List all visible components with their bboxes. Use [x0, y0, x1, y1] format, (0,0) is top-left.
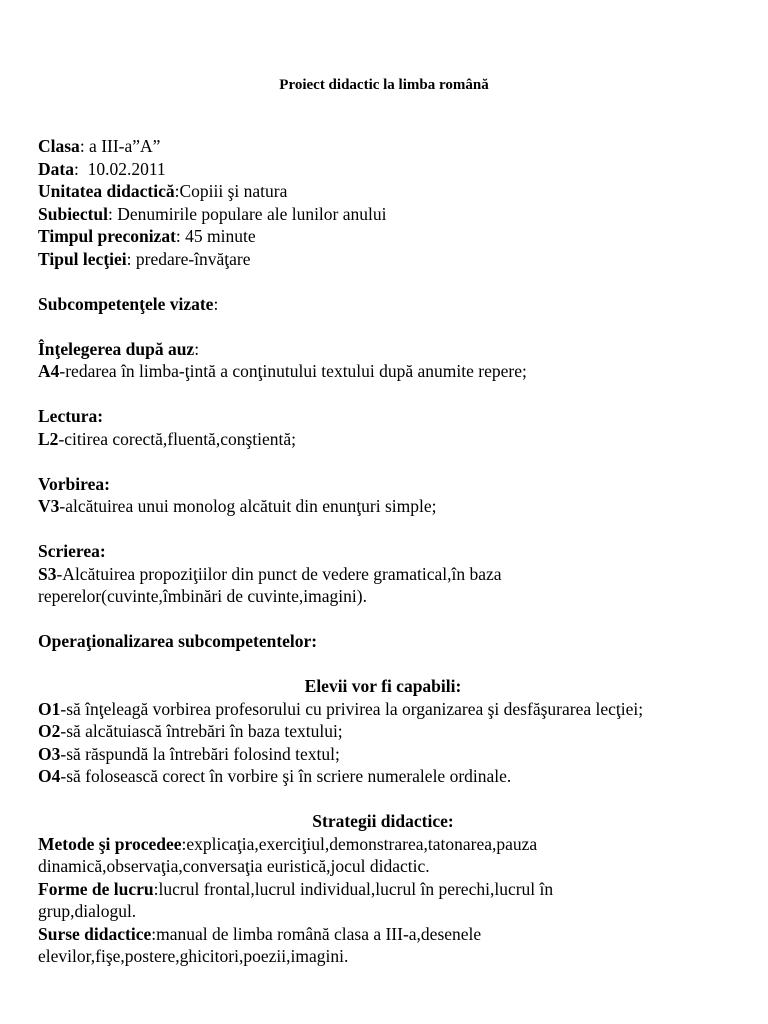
document-title: Proiect didactic la limba română — [279, 77, 489, 93]
operationalizare-subheading: Elevii vor fi capabili: — [304, 676, 462, 696]
info-label: Unitatea didactică — [38, 181, 175, 201]
section-item: V3-alcătuirea unui monolog alcătuit din enunţuri simple; — [38, 496, 437, 516]
operationalizare-heading: Operaţionalizarea subcompetentelor: — [38, 631, 318, 651]
info-label: Data — [38, 158, 74, 179]
info-unit — [38, 180, 728, 203]
document-body — [38, 135, 728, 968]
info-value: :Copiii şi natura — [174, 181, 288, 201]
info-label: Clasa — [38, 136, 80, 156]
subcompetente-heading: Subcompetenţele vizate: — [38, 293, 219, 314]
section-item: A4-redarea în limba-ţintă a conţinutului textului după anumite repere; — [38, 361, 527, 381]
strategii-list — [38, 833, 728, 968]
info-date — [38, 158, 728, 181]
section-heading: Înţelegerea după auz: — [38, 338, 200, 359]
info-value: : 10.02.2011 — [73, 158, 166, 179]
strategii-heading: Strategii didactice: — [312, 811, 454, 831]
section-speaking — [38, 473, 728, 518]
info-block — [38, 135, 728, 270]
info-value: : Denumirile populare ale lunilor anului — [108, 203, 387, 224]
info-value: : 45 minute — [175, 226, 256, 246]
objective-item: O1-să înţeleagă vorbirea profesorului cu privirea la organizarea şi desfăşurarea lecţiei; — [38, 698, 644, 719]
strategy-item: Forme de lucru:lucrul frontal,lucrul individual,lucrul în perechi,lucrul în grup,dialogul. — [38, 878, 554, 921]
info-label: Timpul preconizat — [38, 226, 176, 246]
objective-item: O4-să folosească corect în vorbire şi în scriere numeralele ordinale. — [38, 766, 512, 786]
objective-item: O2-să alcătuiască întrebări în baza textului; — [38, 721, 343, 741]
info-subject — [38, 203, 728, 226]
info-label: Subiectul — [38, 203, 109, 224]
section-listening — [38, 338, 728, 383]
section-item: L2-citirea corectă,fluentă,conştientă; — [38, 428, 297, 449]
info-time — [38, 225, 728, 248]
strategy-item: Surse didactice:manual de limba română clasa a III-a,desenele elevilor,fişe,postere,ghicitori,poezii,imagini. — [38, 923, 482, 966]
section-writing — [38, 540, 728, 608]
info-value: : predare-învăţare — [126, 248, 251, 269]
objectives-list — [38, 698, 728, 788]
info-class — [38, 135, 728, 158]
info-lesson-type — [38, 248, 728, 271]
section-item: S3-Alcătuirea propoziţiilor din punct de vedere gramatical,în baza reperelor(cuvinte,îmbinări de cuvinte,imagini). — [38, 563, 502, 606]
section-heading: Scrierea: — [38, 541, 106, 561]
strategy-item: Metode şi procedee:explicaţia,exerciţiul,demonstrarea,tatonarea,pauza dinamică,observaţia,conversaţia euristică,jocul didactic. — [38, 833, 538, 876]
section-heading: Vorbirea: — [38, 473, 110, 494]
section-reading — [38, 405, 728, 450]
objective-item: O3-să răspundă la întrebări folosind textul; — [38, 743, 340, 764]
section-heading: Lectura: — [38, 406, 104, 426]
info-value: : a III-a”A” — [79, 136, 161, 156]
info-label: Tipul lecţiei — [38, 248, 127, 269]
